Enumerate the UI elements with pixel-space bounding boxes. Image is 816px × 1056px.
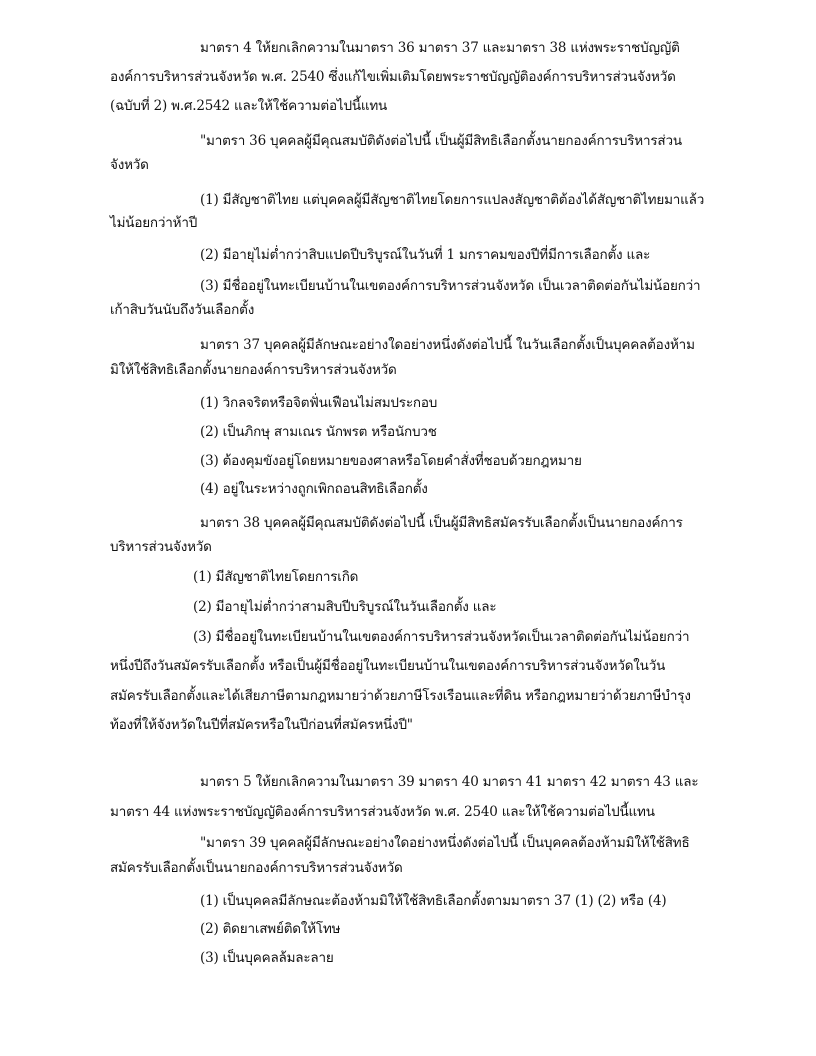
list-item: (3) เป็นบุคคลล้มละลาย (200, 950, 334, 966)
list-item: (2) เป็นภิกษุ สามเณร นักพรต หรือนักบวช (200, 424, 437, 440)
text-line: ท้องที่ให้จังหวัดในปีที่สมัครหรือในปีก่อนที่สมัครหนึ่งปี" (110, 717, 413, 733)
text-line: มิให้ใช้สิทธิเลือกตั้งนายกองค์การบริหารส่วนจังหวัด (110, 362, 397, 378)
list-item: (2) มีอายุไม่ต่ำกว่าสามสิบปีบริบูรณ์ในวันเลือกตั้ง และ (193, 599, 497, 615)
section-5-heading: มาตรา 5 ให้ยกเลิกความในมาตรา 39 มาตรา 40 มาตรา 41 มาตรา 42 มาตรา 43 และ (200, 774, 699, 790)
text-line: บริหารส่วนจังหวัด (110, 539, 212, 555)
list-item: (3) มีชื่ออยู่ในทะเบียนบ้านในเขตองค์การบริหารส่วนจังหวัดเป็นเวลาติดต่อกันไม่น้อยกว่า (193, 629, 690, 645)
text-line: จังหวัด (110, 157, 149, 173)
list-item: (1) มีสัญชาติไทย แต่บุคคลผู้มีสัญชาติไทยโดยการแปลงสัญชาติต้องได้สัญชาติไทยมาแล้ว (200, 192, 705, 208)
text-line: องค์การบริหารส่วนจังหวัด พ.ศ. 2540 ซึ่งแก้ไขเพิ่มเติมโดยพระราชบัญญัติองค์การบริหารส่วนจังหวัด (110, 69, 676, 85)
section-37-heading: มาตรา 37 บุคคลผู้มีลักษณะอย่างใดอย่างหนึ่งดังต่อไปนี้ ในวันเลือกตั้งเป็นบุคคลต้องห้าม (200, 337, 695, 353)
list-item: (2) ติดยาเสพย์ติดให้โทษ (200, 921, 341, 937)
text-line: เก้าสิบวันนับถึงวันเลือกตั้ง (110, 302, 255, 318)
text-line: สมัครรับเลือกตั้งและได้เสียภาษีตามกฎหมายว่าด้วยภาษีโรงเรือนและที่ดิน หรือกฎหมายว่าด้วยภาษีบำรุง (110, 688, 691, 704)
list-item: (3) มีชื่ออยู่ในทะเบียนบ้านในเขตองค์การบริหารส่วนจังหวัด เป็นเวลาติดต่อกันไม่น้อยกว่า (200, 278, 701, 294)
list-item: (1) มีสัญชาติไทยโดยการเกิด (193, 569, 359, 585)
text-line: มาตรา 44 แห่งพระราชบัญญัติองค์การบริหารส่วนจังหวัด พ.ศ. 2540 และให้ใช้ความต่อไปนี้แทน (110, 804, 655, 820)
section-39-heading: "มาตรา 39 บุคคลผู้มีลักษณะอย่างใดอย่างหนึ่งดังต่อไปนี้ เป็นบุคคลต้องห้ามมิให้ใช้สิทธิ (200, 835, 690, 851)
text-line: หนึ่งปีถึงวันสมัครรับเลือกตั้ง หรือเป็นผู้มีชื่ออยู่ในทะเบียนบ้านในเขตองค์การบริหารส่วนจังหวัดในวัน (110, 658, 666, 674)
section-4-heading: มาตรา 4 ให้ยกเลิกความในมาตรา 36 มาตรา 37 และมาตรา 38 แห่งพระราชบัญญัติ (200, 40, 680, 56)
section-36-heading: "มาตรา 36 บุคคลผู้มีคุณสมบัติดังต่อไปนี้ เป็นผู้มีสิทธิเลือกตั้งนายกองค์การบริหารส่วน (200, 133, 682, 149)
text-line: ไม่น้อยกว่าห้าปี (110, 215, 198, 231)
list-item: (1) เป็นบุคคลมีลักษณะต้องห้ามมิให้ใช้สิทธิเลือกตั้งตามมาตรา 37 (1) (2) หรือ (4) (200, 893, 667, 909)
list-item: (2) มีอายุไม่ต่ำกว่าสิบแปดปีบริบูรณ์ในวันที่ 1 มกราคมของปีที่มีการเลือกตั้ง และ (200, 247, 651, 263)
section-38-heading: มาตรา 38 บุคคลผู้มีคุณสมบัติดังต่อไปนี้ เป็นผู้มีสิทธิสมัครรับเลือกตั้งเป็นนายกองค์การ (200, 515, 683, 531)
list-item: (1) วิกลจริตหรือจิตฟั่นเฟือนไม่สมประกอบ (200, 395, 438, 411)
text-line: สมัครรับเลือกตั้งเป็นนายกองค์การบริหารส่วนจังหวัด (110, 860, 403, 876)
list-item: (3) ต้องคุมขังอยู่โดยหมายของศาลหรือโดยคำสั่งที่ชอบด้วยกฎหมาย (200, 453, 582, 469)
list-item: (4) อยู่ในระหว่างถูกเพิกถอนสิทธิเลือกตั้ง (200, 481, 428, 497)
text-line: (ฉบับที่ 2) พ.ศ.2542 และให้ใช้ความต่อไปนี้แทน (110, 98, 388, 114)
